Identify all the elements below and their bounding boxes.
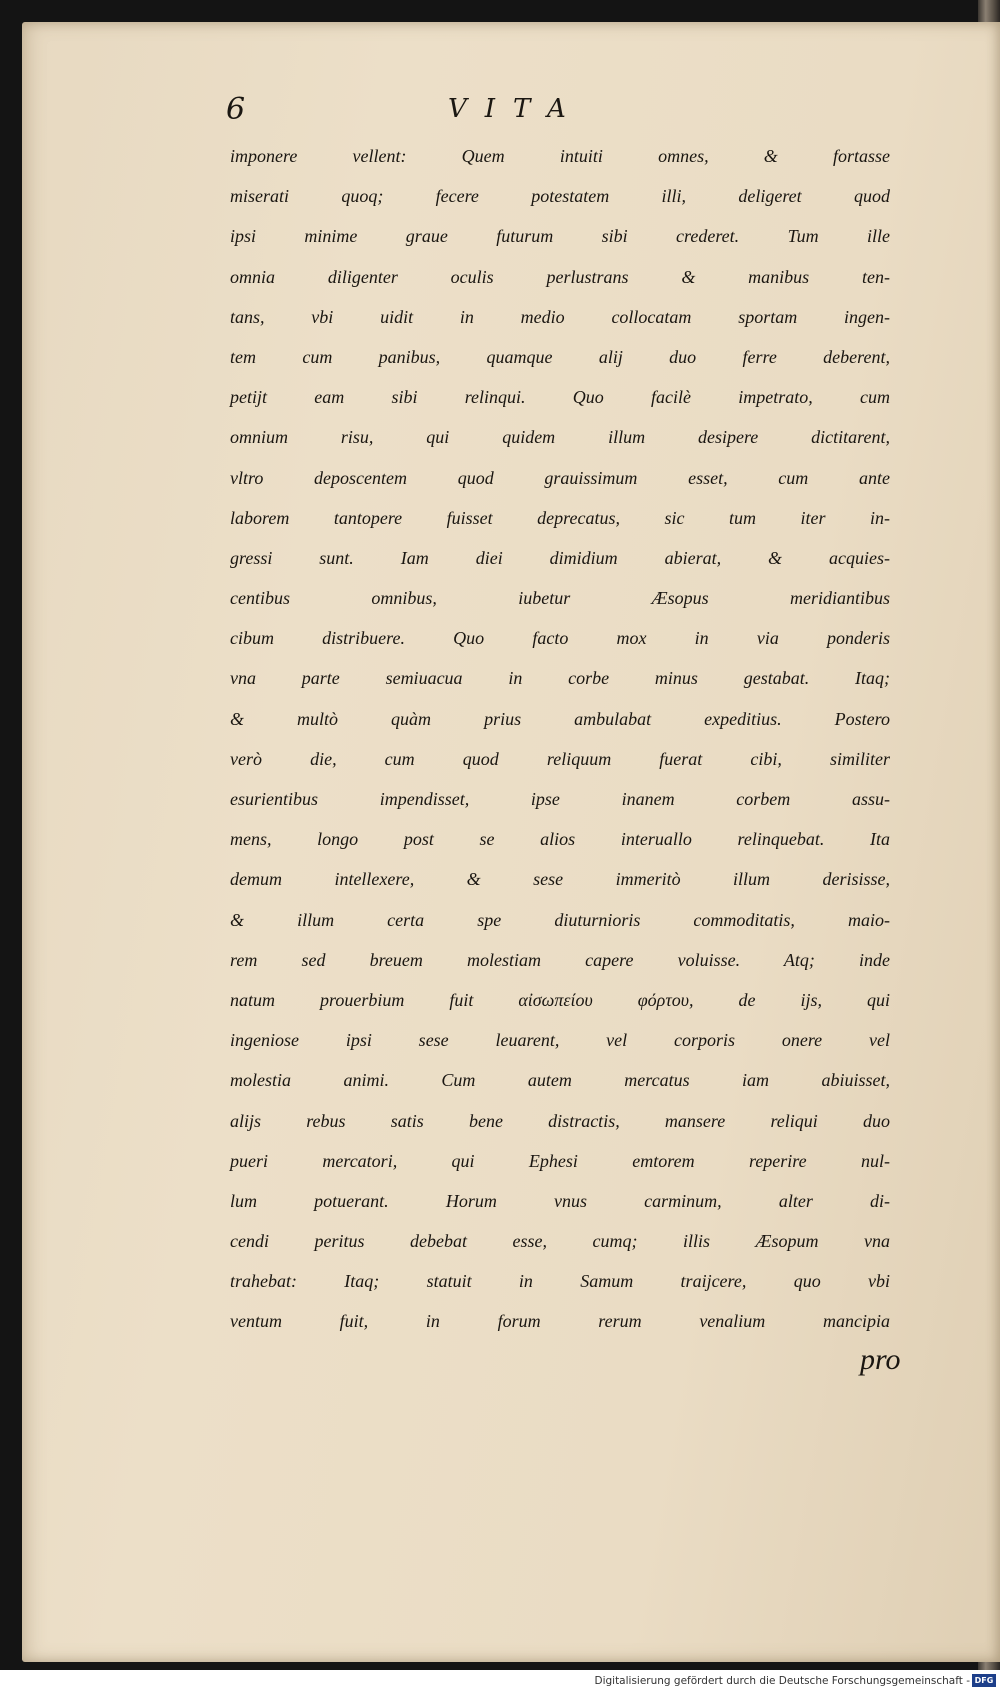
text-line: & multò quàm prius ambulabat expeditius. Postero <box>230 708 890 729</box>
text-line: mens, longo post se alios interuallo relinquebat. Ita <box>230 829 890 850</box>
text-line: tem cum panibus, quamque alij duo ferre deberent, <box>230 346 890 367</box>
text-line: cibum distribuere. Quo facto mox in via ponderis <box>230 628 890 649</box>
text-line: ipsi minime graue futurum sibi crederet. Tum ille <box>230 226 890 247</box>
text-line: ventum fuit, in forum rerum venalium mancipia <box>230 1311 890 1332</box>
body-text <box>230 136 890 1342</box>
text-line: miserati quoq; fecere potestatem illi, deligeret quod <box>230 186 890 207</box>
text-line: natum prouerbium fuit αἰσωπείου φόρτου, de ijs, qui <box>230 989 890 1010</box>
text-line: esurientibus impendisset, ipse inanem corbem assu- <box>230 789 890 809</box>
text-line: omnia diligenter oculis perlustrans & manibus ten- <box>230 266 890 287</box>
catchword: pro <box>860 1343 901 1376</box>
text-line: imponere vellent: Quem intuiti omnes, & fortasse <box>230 146 890 166</box>
text-line: cendi peritus debebat esse, cumq; illis Æsopum vna <box>230 1231 890 1252</box>
funding-credit: Digitalisierung gefördert durch die Deutsche Forschungsgemeinschaft - <box>594 1675 970 1687</box>
text-line: alijs rebus satis bene distractis, mansere reliqui duo <box>230 1110 890 1131</box>
text-line: gressi sunt. Iam diei dimidium abierat, & acquies- <box>230 547 890 568</box>
text-line: trahebat: Itaq; statuit in Samum traijcere, quo vbi <box>230 1271 890 1292</box>
text-line: vna parte semiuacua in corbe minus gestabat. Itaq; <box>230 668 890 689</box>
text-line: verò die, cum quod reliquum fuerat cibi, similiter <box>230 748 890 769</box>
text-line: vltro deposcentem quod grauissimum esset, cum ante <box>230 467 890 488</box>
text-line: demum intellexere, & sese immeritò illum derisisse, <box>230 869 890 890</box>
digitization-footer <box>0 1670 1000 1697</box>
dfg-logo: DFG <box>972 1674 996 1687</box>
text-line: petijt eam sibi relinqui. Quo facilè impetrato, cum <box>230 387 890 408</box>
text-line: ingeniose ipsi sese leuarent, vel corporis onere vel <box>230 1030 890 1051</box>
text-line: lum potuerant. Horum vnus carminum, alter di- <box>230 1190 890 1211</box>
text-line: tans, vbi uidit in medio collocatam sportam ingen- <box>230 306 890 327</box>
text-line: laborem tantopere fuisset deprecatus, sic tum iter in- <box>230 507 890 528</box>
page-number: 6 <box>226 92 246 127</box>
page-header <box>226 92 866 132</box>
text-line: molestia animi. Cum autem mercatus iam abiuisset, <box>230 1070 890 1091</box>
text-line: pueri mercatori, qui Ephesi emtorem reperire nul- <box>230 1150 890 1171</box>
text-line: & illum certa spe diuturnioris commoditatis, maio- <box>230 909 890 930</box>
running-head: VITA <box>448 94 584 124</box>
text-line: omnium risu, qui quidem illum desipere dictitarent, <box>230 427 890 448</box>
text-line: centibus omnibus, iubetur Æsopus meridiantibus <box>230 588 890 609</box>
text-line: rem sed breuem molestiam capere voluisse. Atq; inde <box>230 949 890 970</box>
